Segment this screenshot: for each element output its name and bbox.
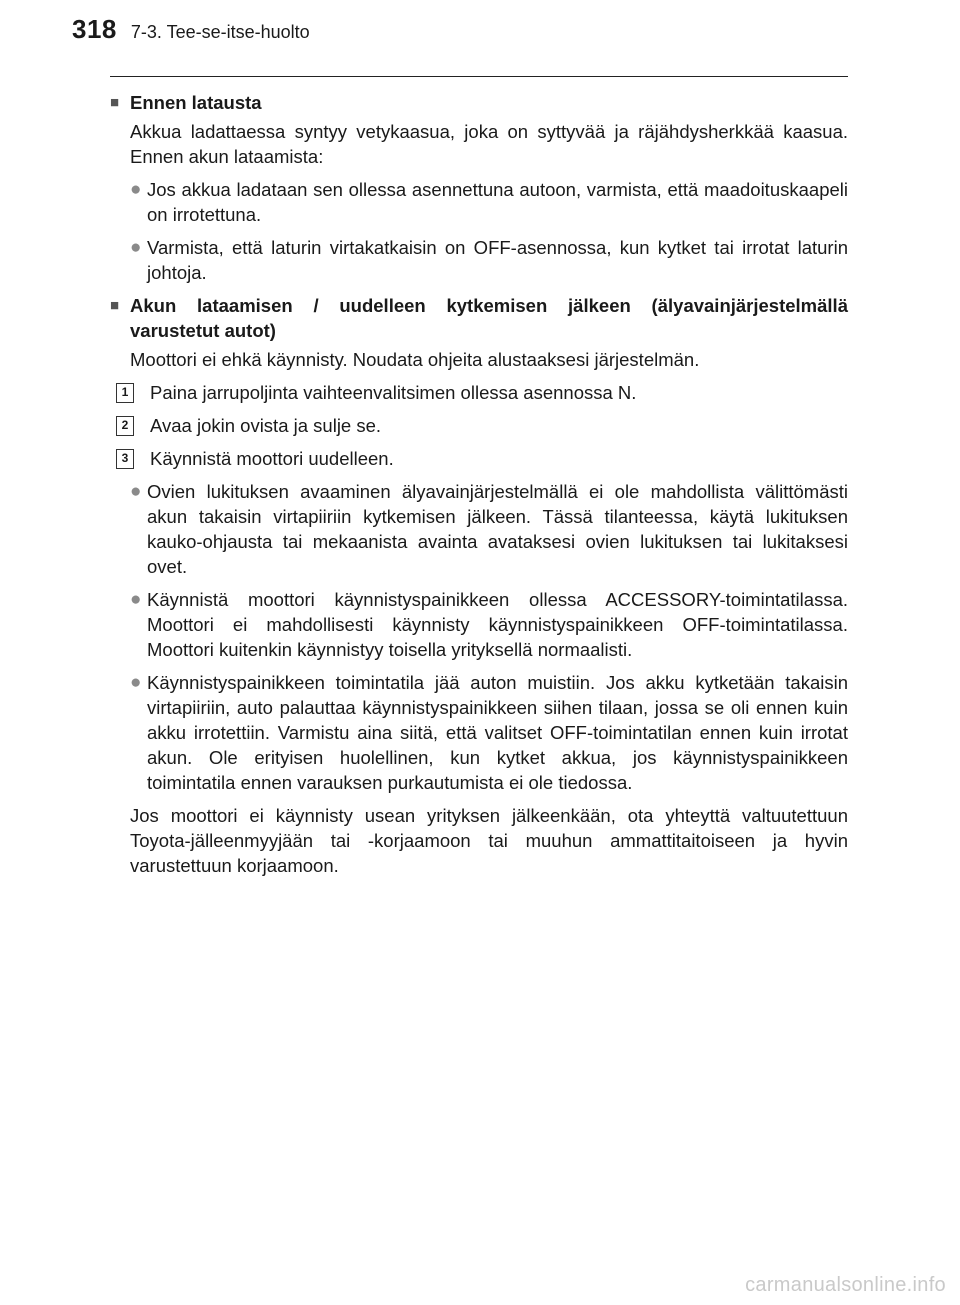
page-content <box>110 88 848 878</box>
step-number: 3 <box>116 449 134 469</box>
list-item: ● Ovien lukituksen avaaminen älyavainjärjestelmällä ei ole mahdollista välittömästi akun takaisin virtapiiriin kytkemisen jälkeen. Tässä tilanteessa, käytä lukituksen kauko-ohjausta tai mekaanista avainta avataksesi ovien lukituksen tai lukitaksesi ovet. <box>130 481 848 577</box>
section-title: 7-3. Tee-se-itse-huolto <box>130 22 310 42</box>
step-item <box>116 446 848 471</box>
step-number: 1 <box>116 383 134 403</box>
header-rule <box>110 76 848 77</box>
step-text: Avaa jokin ovista ja sulje se. <box>150 415 382 436</box>
round-bullet-icon: ● <box>130 237 142 258</box>
round-bullet-icon: ● <box>130 481 142 502</box>
list-item: ● Jos akkua ladataan sen ollessa asennettuna autoon, varmista, että maadoituskaapeli on irrotettuna. <box>130 179 848 225</box>
page-header <box>72 14 310 54</box>
round-bullet-icon: ● <box>130 672 142 693</box>
step-text: Paina jarrupoljinta vaihteenvalitsimen ollessa asennossa N. <box>150 382 637 403</box>
round-bullet-icon: ● <box>130 179 142 200</box>
paragraph: Moottori ei ehkä käynnisty. Noudata ohjeita alustaaksesi järjestelmän. <box>130 349 700 370</box>
closing-paragraph: Jos moottori ei käynnisty usean yrityksen jälkeenkään, ota yhteyttä valtuutettuun Toyota-jälleenmyyjään tai -korjaamoon tai muuhun ammattitaitoiseen ja hyvin varustettuun korjaamoon. <box>130 805 848 876</box>
watermark: carmanualsonline.info <box>745 1274 946 1296</box>
round-bullet-icon: ● <box>130 589 142 610</box>
list-item: ● Varmista, että laturin virtakatkaisin on OFF-asennossa, kun kytket tai irrotat laturin johtoja. <box>130 237 848 283</box>
section-heading: ■ Ennen latausta <box>110 92 262 113</box>
list-item: ● Käynnistyspainikkeen toimintatila jää auton muistiin. Jos akku kytketään takaisin virtapiiriin, auto palauttaa käynnistyspainikkeen siihen tilaan, jossa se oli ennen kuin akku irrotettiin. Varmistu aina siitä, että valitset OFF-toimintatilan ennen kuin irrotat akun. Ole erityisen huolellinen, kun kytket akkua, jos käynnistyspainikkeen toimintatila ennen varauksen purkautumista ei ole tiedossa. <box>130 672 848 793</box>
step-item <box>116 380 848 405</box>
page-number: 318 <box>72 14 117 44</box>
square-bullet-icon: ■ <box>110 94 120 111</box>
step-text: Käynnistä moottori uudelleen. <box>150 448 394 469</box>
list-item: ● Käynnistä moottori käynnistyspainikkeen ollessa ACCESSORY-toimintatilassa. Moottori ei mahdollisesti käynnisty käynnistyspainikkeen OFF-toimintatilassa. Moottori kuitenkin käynnistyy toisella yrityksellä normaalisti. <box>130 589 848 660</box>
step-item <box>116 413 848 438</box>
step-number: 2 <box>116 416 134 436</box>
section-heading: ■ Akun lataamisen / uudelleen kytkemisen jälkeen (älyavainjärjestelmällä varustetut autot) <box>110 295 848 341</box>
paragraph: Akkua ladattaessa syntyy vetykaasua, joka on syttyvää ja räjähdysherkkää kaasua. Ennen akun lataamista: <box>130 121 848 167</box>
square-bullet-icon: ■ <box>110 297 120 314</box>
